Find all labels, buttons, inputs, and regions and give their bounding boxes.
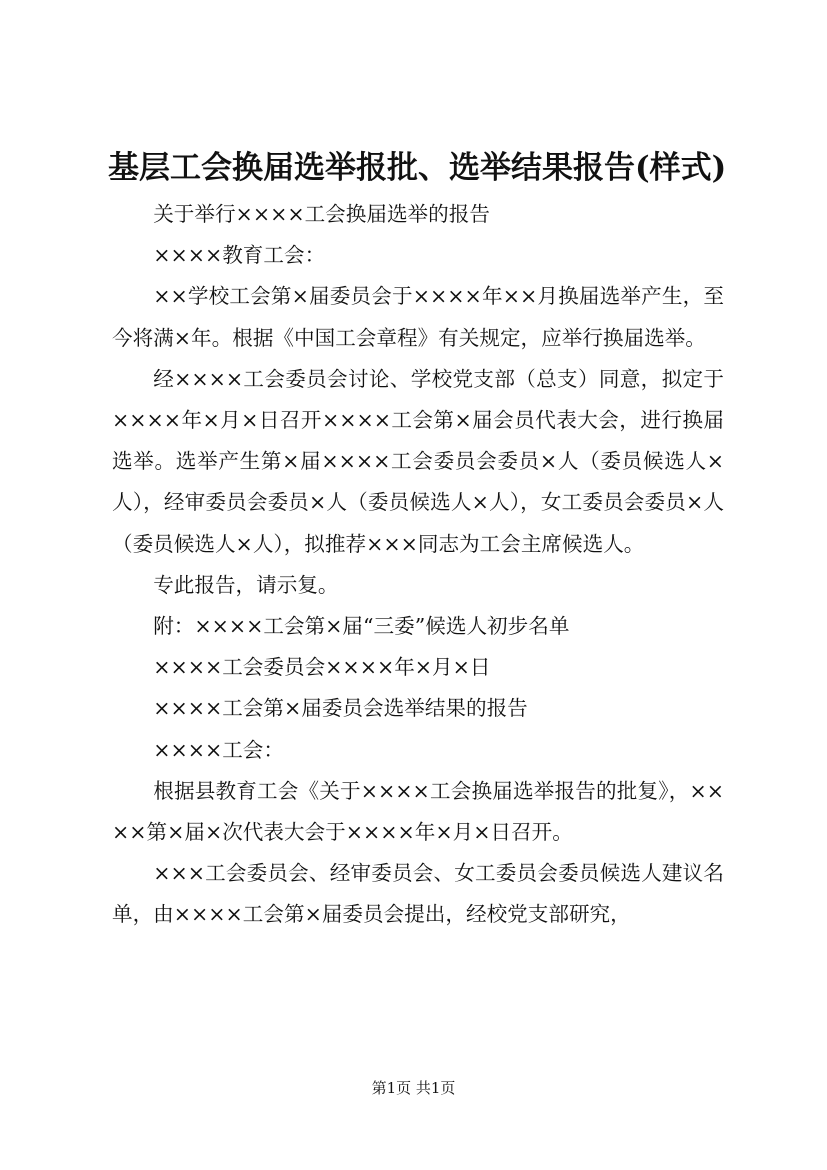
paragraph-term-expiry: ××学校工会第×届委员会于××××年××月换届选举产生，至今将满×年。根据《中国工会章程》有关规定，应举行换届选举。 [112,284,724,350]
paragraph-result-heading: ××××工会第×届委员会选举结果的报告 [153,696,528,721]
paragraph-candidate-list: ×××工会委员会、经审委员会、女工委员会委员候选人建议名单，由××××工会第×届委员会提出，经校党支部研究， [112,861,724,927]
paragraph-request: 专此报告，请示复。 [153,572,339,597]
document-title: 基层工会换届选举报批、选举结果报告(样式) [108,150,727,186]
paragraph-addressee: ××××教育工会： [153,243,326,268]
paragraph-report-heading: 关于举行××××工会换届选举的报告 [153,202,490,226]
paragraph-signature-date: ××××工会委员会××××年×月×日 [153,655,491,680]
document-body [112,194,724,936]
paragraph-election-plan: 经××××工会委员会讨论、学校党支部（总支）同意，拟定于××××年×月×日召开××××工会第×届会员代表大会，进行换届选举。选举产生第×届××××工会委员会委员×人（委员候选人×人），经审委员会委员×人（委员候选人×人），女工委员会委员×人（委员候选人×人），拟推荐×××同志为工会主席候选人。 [112,366,724,556]
paragraph-congress-held: 根据县教育工会《关于××××工会换届选举报告的批复》，××××第×届×次代表大会于××××年×月×日召开。 [112,778,724,845]
paragraph-attachment: 附：××××工会第×届“三委”候选人初步名单 [153,614,570,639]
paragraph-result-addressee: ××××工会： [153,737,284,762]
page-number-footer: 第1页 共1页 [371,1079,456,1097]
